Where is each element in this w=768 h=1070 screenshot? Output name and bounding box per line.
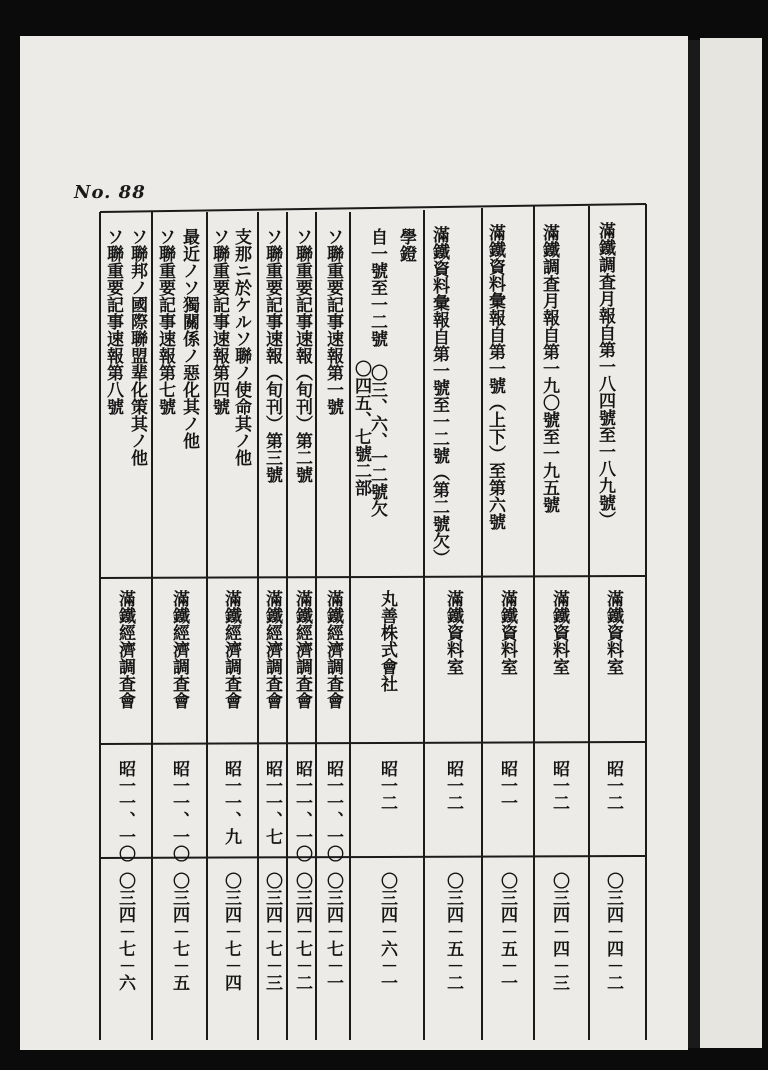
row-2-code: 〇三四－四－三 [549, 872, 569, 991]
row-6-date: 昭一一、一〇 [323, 760, 343, 862]
row-8-publisher: 滿鐵經濟調査會 [262, 590, 282, 709]
row-4-title: 滿鐵資料彙報自第一號至一二號（第二號欠） [429, 226, 449, 566]
row-2-publisher: 滿鐵資料室 [549, 590, 569, 675]
row-8-date: 昭一一、七 [262, 760, 282, 845]
row-6-title: ソ聯重要記事速報第一號 [323, 228, 343, 415]
row-3-title: 滿鐵資料彙報自第一號（上下）至第六號 [485, 224, 505, 530]
row-4-date: 昭一二 [443, 760, 463, 811]
row-7-code: 〇三四－七－二 [292, 872, 312, 991]
row-10-title-2: ソ聯重要記事速報第七號 [155, 228, 175, 415]
row-10-title-1: 最近ノソ獨關係ノ惡化其ノ他 [179, 228, 199, 449]
row-11-title-2: ソ聯重要記事速報第八號 [103, 228, 123, 415]
row-5-code: 〇三四－六－一 [377, 872, 397, 991]
row-5-title-main: 學鐙 [396, 228, 416, 262]
row-5-date: 昭一二 [377, 760, 397, 811]
row-9-code: 〇三四－七－四 [221, 872, 241, 991]
row-8-code: 〇三四－七－三 [262, 872, 282, 991]
page-number: No. 88 [74, 182, 146, 203]
row-9-title-1: 支那ニ於ケルソ聯ノ使命其ノ他 [231, 228, 251, 466]
row-7-publisher: 滿鐵經濟調査會 [292, 590, 312, 709]
row-11-title-1: ソ聯邦ノ國際聯盟辈化策其ノ他 [127, 228, 147, 466]
row-1-title: 滿鐵調査月報自第一八四號至一八九號） [595, 222, 615, 528]
row-1-date: 昭一二 [603, 760, 623, 811]
row-11-date: 昭一一、一〇 [115, 760, 135, 862]
row-3-publisher: 滿鐵資料室 [497, 590, 517, 675]
row-3-code: 〇三四－五－一 [497, 872, 517, 991]
row-6-publisher: 滿鐵經濟調査會 [323, 590, 343, 709]
row-9-title-2: ソ聯重要記事速報第四號 [209, 228, 229, 415]
row-9-date: 昭一一、九 [221, 760, 241, 845]
row-11-publisher: 滿鐵經濟調査會 [115, 590, 135, 709]
row-10-code: 〇三四－七－五 [169, 872, 189, 991]
row-2-title: 滿鐵調査月報自第一九〇號至一九五號 [539, 224, 559, 513]
row-2-date: 昭一二 [549, 760, 569, 811]
row-5-publisher: 丸善株式會社 [377, 590, 397, 692]
row-11-code: 〇三四－七－六 [115, 872, 135, 991]
row-7-title: ソ聯重要記事速報（旬刊）第二號 [292, 228, 312, 483]
row-10-publisher: 滿鐵經濟調査會 [169, 590, 189, 709]
row-3-date: 昭一一 [497, 760, 517, 811]
row-6-code: 〇三四－七－一 [323, 872, 343, 991]
row-10-date: 昭一一、一〇 [169, 760, 189, 862]
row-9-publisher: 滿鐵經濟調査會 [221, 590, 241, 709]
row-4-publisher: 滿鐵資料室 [443, 590, 463, 675]
row-5-title-range: 自一號至一二號 〇三、六、一二號欠 [367, 228, 387, 517]
row-1-code: 〇三四－四－二 [603, 872, 623, 991]
row-7-date: 昭一一、一〇 [292, 760, 312, 862]
row-1-publisher: 滿鐵資料室 [603, 590, 623, 675]
row-8-title: ソ聯重要記事速報（旬刊）第三號 [262, 228, 282, 483]
row-4-code: 〇三四－五－二 [443, 872, 463, 991]
row-5-title-note: 〇四五、七號二部 [351, 360, 371, 496]
